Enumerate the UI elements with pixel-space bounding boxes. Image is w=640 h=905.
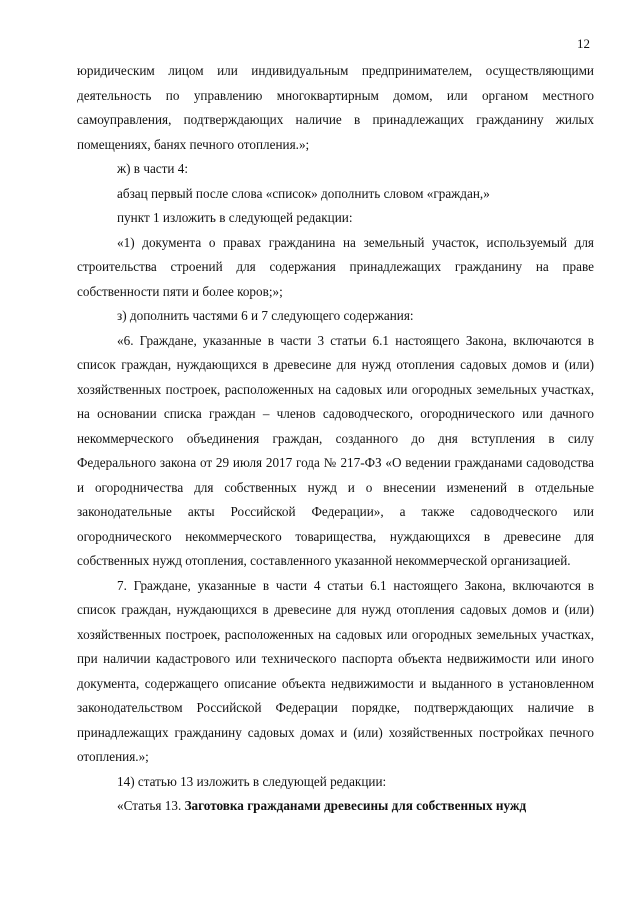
page-number: 12 — [577, 36, 590, 51]
document-body — [77, 59, 594, 819]
paragraph-item-zh: ж) в части 4: — [117, 161, 189, 176]
paragraph-part-7: 7. Граждане, указанные в части 4 статьи 6.1 настоящего Закона, включаются в список граждан, нуждающихся в древесине для нужд отопления садовых домов и (или) хозяйственных построек, расположенных на садовых или огородных земельных участках, при наличии кадастрового или технического паспорта объекта недвижимости или иного документа, содержащего описание объекта недвижимости и выданного в установленном законодательством Российской Федерации порядке, подтверждающих наличие в принадлежащих гражданину садовых домах и (или) хозяйственных постройках печного отопления.»; — [77, 577, 594, 764]
article-prefix: «Статья 13. — [117, 798, 182, 813]
paragraph-item-z: з) дополнить частями 6 и 7 следующего содержания: — [117, 308, 414, 323]
paragraph-punkt: пункт 1 изложить в следующей редакции: — [117, 210, 353, 225]
paragraph-quote-1: «1) документа о правах гражданина на земельный участок, используемый для строительства строений для содержания принадлежащих гражданину на праве собственности пяти и более коров;»; — [77, 234, 594, 299]
article-title: Заготовка гражданами древесины для собственных нужд — [184, 798, 527, 813]
article-heading — [77, 794, 594, 819]
paragraph-abzac: абзац первый после слова «список» дополнить словом «граждан,» — [117, 185, 490, 201]
paragraph-part-6: «6. Граждане, указанные в части 3 статьи 6.1 настоящего Закона, включаются в список граждан, нуждающихся в древесине для нужд отопления садовых домов и (или) хозяйственных построек, расположенных на садовых или огородных земельных участках, на основании списка граждан – членов садоводческого, огороднического или дачного некоммерческого объединения граждан, созданного до дня вступления в силу Федерального закона от 29 июля 2017 года № 217-ФЗ «О ведении гражданами садоводства и огородничества для собственных нужд и о внесении изменений в отдельные законодательные акты Российской Федерации», а также садоводческого или огороднического некоммерческого товарищества, нуждающихся в древесине для собственных нужд отопления, составленного указанной некоммерческой организацией. — [77, 332, 594, 568]
paragraph-continuation: юридическим лицом или индивидуальным предпринимателем, осуществляющими деятельность по управлению многоквартирным домом, или органом местного самоуправления, подтверждающих наличие в принадлежащих гражданину жилых помещениях, банях печного отопления.»; — [77, 63, 594, 152]
paragraph-item-14: 14) статью 13 изложить в следующей редакции: — [117, 773, 387, 789]
